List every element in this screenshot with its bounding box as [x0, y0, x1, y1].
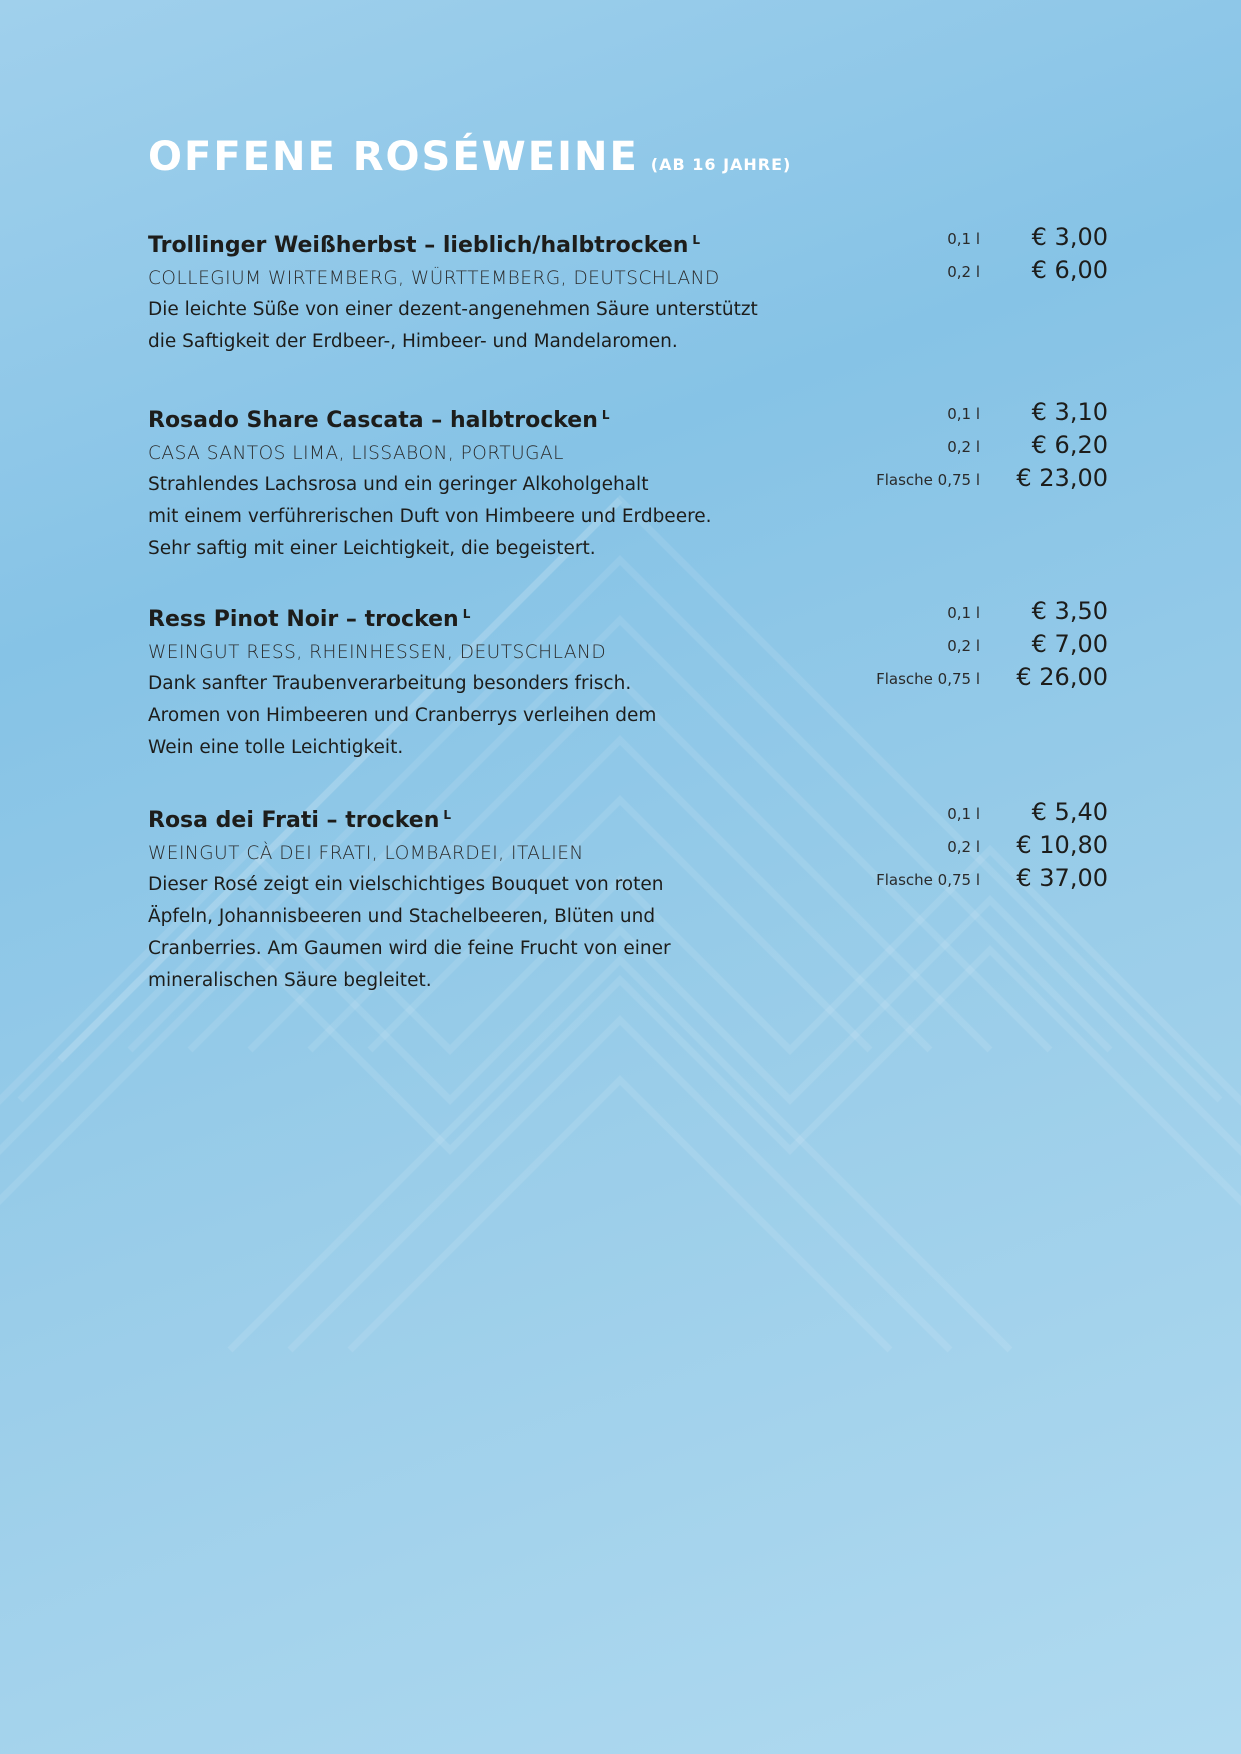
price-row — [808, 798, 1108, 831]
price-size: 0,2 l — [947, 438, 980, 456]
price-size: 0,1 l — [947, 230, 980, 248]
price-amount: € 7,00 — [1031, 630, 1108, 658]
wine-origin: WEINGUT CÀ DEI FRATI, LOMBARDEI, ITALIEN — [148, 843, 584, 864]
price-row — [808, 398, 1108, 431]
price-amount: € 5,40 — [1031, 798, 1108, 826]
wine-item — [148, 597, 1108, 764]
wine-mark: L — [443, 808, 452, 822]
price-row — [808, 630, 1108, 663]
wine-name: Trollinger Weißherbst – lieblich/halbtrocken $^L$ — [148, 233, 701, 258]
price-amount: € 3,00 — [1031, 223, 1108, 251]
wine-name: Rosa dei Frati – trocken $^L$ — [148, 808, 452, 833]
price-list — [808, 223, 1108, 289]
price-size: 0,2 l — [947, 637, 980, 655]
wine-description: Die leichte Süße von einer dezent-angenehmen Säure unterstützt die Saftigkeit der Erdbeer-, Himbeer- und Mandelaromen. — [148, 299, 758, 352]
price-row — [808, 831, 1108, 864]
price-row — [808, 597, 1108, 630]
wine-item — [148, 798, 1108, 997]
price-size: 0,2 l — [947, 263, 980, 281]
price-list — [808, 398, 1108, 497]
wine-mark: L — [692, 233, 701, 247]
price-amount: € 6,00 — [1031, 256, 1108, 284]
wine-description: Dieser Rosé zeigt ein vielschichtiges Bouquet von roten Äpfeln, Johannisbeeren und Stachelbeeren, Blüten und Cranberries. Am Gaumen wird die feine Frucht von einer mineralischen Säure begleitet. — [148, 874, 671, 991]
page-title-main: OFFENE ROSÉWEINE — [148, 134, 639, 180]
price-amount: € 37,00 — [1016, 864, 1108, 892]
price-amount: € 3,50 — [1031, 597, 1108, 625]
price-row — [808, 864, 1108, 897]
price-size: Flasche 0,75 l — [876, 670, 980, 688]
wine-item — [148, 398, 1108, 565]
price-amount: € 3,10 — [1031, 398, 1108, 426]
price-row — [808, 663, 1108, 696]
wine-name: Rosado Share Cascata – halbtrocken $^L$ — [148, 408, 610, 433]
wine-item — [148, 223, 1108, 358]
price-size: 0,1 l — [947, 805, 980, 823]
page-title — [148, 134, 791, 180]
wine-origin: CASA SANTOS LIMA, LISSABON, PORTUGAL — [148, 443, 564, 464]
price-amount: € 26,00 — [1016, 663, 1108, 691]
price-size: 0,1 l — [947, 405, 980, 423]
price-size: 0,2 l — [947, 838, 980, 856]
price-list — [808, 597, 1108, 696]
price-size: Flasche 0,75 l — [876, 471, 980, 489]
wine-description: Dank sanfter Traubenverarbeitung besonders frisch. Aromen von Himbeeren und Cranberrys verleihen dem Wein eine tolle Leichtigkeit. — [148, 673, 657, 758]
price-amount: € 6,20 — [1031, 431, 1108, 459]
price-size: Flasche 0,75 l — [876, 871, 980, 889]
wine-origin: WEINGUT RESS, RHEINHESSEN, DEUTSCHLAND — [148, 642, 607, 663]
price-row — [808, 256, 1108, 289]
wine-name: Ress Pinot Noir – trocken $^L$ — [148, 607, 471, 632]
price-list — [808, 798, 1108, 897]
page-title-age-note: (AB 16 JAHRE) — [650, 155, 792, 174]
price-row — [808, 223, 1108, 256]
price-row — [808, 431, 1108, 464]
wine-mark: L — [462, 607, 471, 621]
wine-mark: L — [601, 408, 610, 422]
price-row — [808, 464, 1108, 497]
price-size: 0,1 l — [947, 604, 980, 622]
price-amount: € 23,00 — [1016, 464, 1108, 492]
wine-description: Strahlendes Lachsrosa und ein geringer Alkoholgehalt mit einem verführerischen Duft von Himbeere und Erdbeere. Sehr saftig mit einer Leichtigkeit, die begeistert. — [148, 474, 712, 559]
price-amount: € 10,80 — [1016, 831, 1108, 859]
wine-origin: COLLEGIUM WIRTEMBERG, WÜRTTEMBERG, DEUTSCHLAND — [148, 268, 720, 289]
